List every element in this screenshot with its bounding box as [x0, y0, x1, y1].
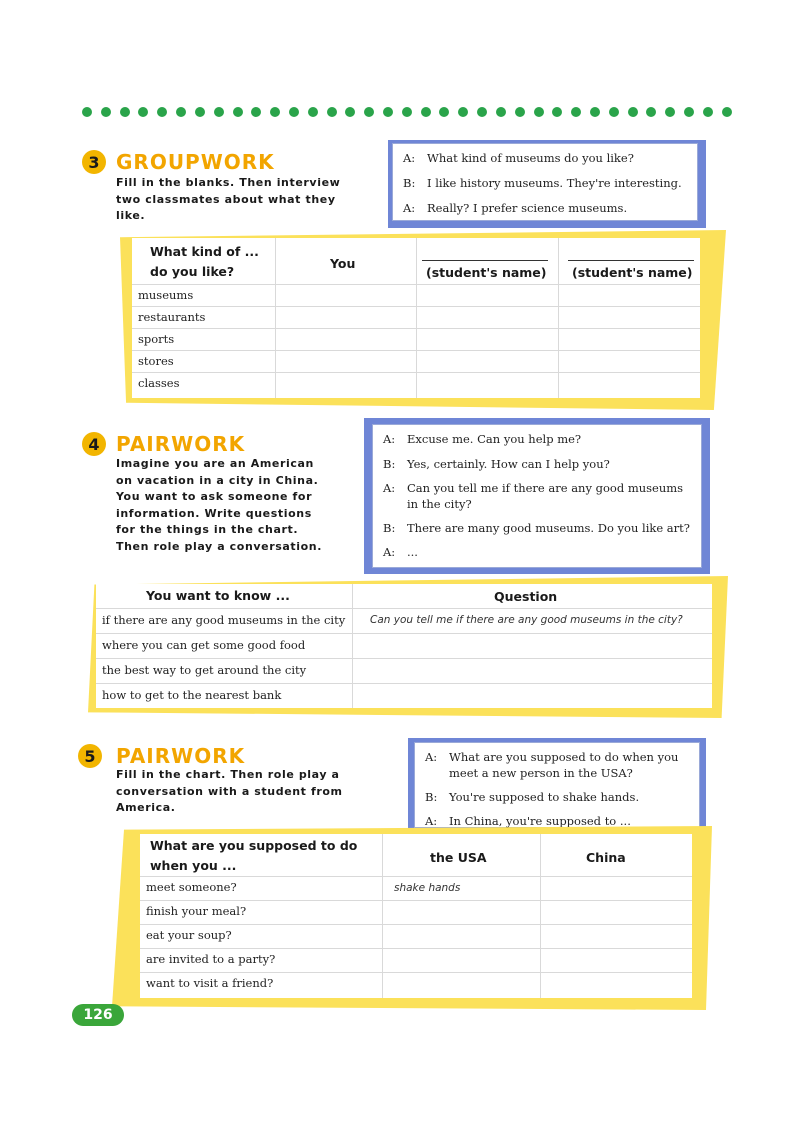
col-divider: [275, 238, 276, 398]
row-label: stores: [138, 354, 174, 368]
col-divider: [558, 238, 559, 398]
decorative-dot: [383, 107, 393, 117]
row-label: sports: [138, 332, 175, 346]
row-divider: [132, 350, 700, 351]
chart-5-header-situation: What are you supposed to do when you ...: [150, 838, 358, 873]
decorative-dot: [609, 107, 619, 117]
row-divider: [140, 948, 692, 949]
decorative-dot: [628, 107, 638, 117]
col-divider: [540, 834, 541, 998]
decorative-dot: [703, 107, 713, 117]
instruction-line: Fill in the blanks. Then interview: [116, 176, 341, 189]
section-3-instructions: [116, 175, 386, 225]
decorative-dot: [590, 107, 600, 117]
decorative-dot: [233, 107, 243, 117]
instruction-line: on vacation in a city in China.: [116, 473, 319, 487]
decorative-dot: [251, 107, 261, 117]
name-blank-line: [422, 260, 548, 261]
chart-4-header-question: Question: [494, 589, 558, 604]
decorative-dot: [308, 107, 318, 117]
row-divider: [132, 372, 700, 373]
instruction-line: You want to ask someone for: [116, 490, 313, 503]
dialog-line: A: What kind of museums do you like?: [403, 151, 634, 165]
row-divider: [132, 284, 700, 285]
decorative-dot: [722, 107, 732, 117]
row-label: want to visit a friend?: [146, 976, 274, 990]
instruction-line: Then role play a conversation.: [116, 539, 323, 553]
instruction-line: information. Write questions: [116, 506, 312, 520]
chart-3: [132, 238, 700, 398]
dialog-5: [414, 742, 700, 828]
decorative-dot: [157, 107, 167, 117]
chart-3-header-topic: What kind of ... do you like?: [150, 244, 259, 279]
decorative-dot: [327, 107, 337, 117]
row-divider: [132, 306, 700, 307]
instruction-line: Fill in the chart. Then role play a: [116, 768, 340, 781]
row-label: how to get to the nearest bank: [102, 688, 282, 702]
chart-5-header-china: China: [586, 850, 626, 865]
col-divider: [416, 238, 417, 398]
chart-4-header-want: You want to know ...: [146, 588, 290, 603]
row-divider: [140, 924, 692, 925]
decorative-dot: [270, 107, 280, 117]
dialog-line: B: I like history museums. They're interesting.: [403, 176, 682, 190]
decorative-dot: [684, 107, 694, 117]
decorative-dot: [214, 107, 224, 117]
section-4-number: 4: [82, 432, 106, 456]
dialog-line: B: You're supposed to shake hands.: [425, 790, 640, 804]
row-label: the best way to get around the city: [102, 663, 307, 677]
section-5-title: PAIRWORK: [116, 744, 246, 768]
dialog-line: B: There are many good museums. Do you like art?: [383, 521, 690, 535]
instruction-line: conversation with a student from: [116, 784, 343, 798]
row-label: if there are any good museums in the city: [102, 613, 346, 627]
chart-5-header-usa: the USA: [430, 850, 487, 865]
decorative-dot: [82, 107, 92, 117]
dialog-line: A: What are you supposed to do when you: [425, 750, 679, 764]
decorative-dot: [439, 107, 449, 117]
row-divider: [96, 658, 712, 659]
decorative-dot: [515, 107, 525, 117]
row-divider: [140, 900, 692, 901]
instruction-line: America.: [116, 801, 176, 814]
decorative-dot: [477, 107, 487, 117]
col-divider: [382, 834, 383, 998]
page-number-badge: 126: [72, 1004, 124, 1026]
answer-text: Can you tell me if there are any good museums in the city?: [370, 614, 683, 626]
dialog-line: A: Really? I prefer science museums.: [403, 201, 628, 215]
decorative-dot: [364, 107, 374, 117]
col-divider: [352, 584, 353, 708]
instruction-line: for the things in the chart.: [116, 523, 299, 536]
chart-3-header-student-2: (student's name): [572, 265, 693, 280]
row-divider: [140, 972, 692, 973]
section-5-instructions: [116, 767, 396, 817]
decorative-dot: [176, 107, 186, 117]
decorative-dot: [195, 107, 205, 117]
dialog-4: [372, 424, 702, 568]
decorative-dot: [421, 107, 431, 117]
decorative-dot: [402, 107, 412, 117]
decorative-dot: [646, 107, 656, 117]
decorative-dot: [534, 107, 544, 117]
dialog-line: A: Can you tell me if there are any good museums: [383, 481, 684, 495]
dialog-line: A: Excuse me. Can you help me?: [383, 432, 582, 446]
dialog-line: A: ...: [383, 545, 418, 559]
decorative-dot: [289, 107, 299, 117]
decorative-dot: [345, 107, 355, 117]
row-label: are invited to a party?: [146, 952, 276, 966]
decorative-dot: [552, 107, 562, 117]
chart-4: [96, 584, 712, 708]
row-divider: [96, 608, 712, 609]
dialog-3: [392, 143, 698, 221]
decorative-dot: [571, 107, 581, 117]
row-divider: [132, 328, 700, 329]
instruction-line: two classmates about what they: [116, 192, 336, 206]
section-4-title: PAIRWORK: [116, 432, 246, 456]
chart-3-header-you: You: [330, 256, 356, 271]
section-5-number: 5: [78, 744, 102, 768]
dialog-line: in the city?: [407, 497, 472, 511]
section-3-title: GROUPWORK: [116, 150, 275, 174]
row-divider: [96, 633, 712, 634]
dialog-line: B: Yes, certainly. How can I help you?: [383, 457, 610, 471]
chart-5: [140, 834, 692, 998]
section-4-instructions: [116, 456, 366, 555]
row-label: museums: [138, 288, 194, 302]
answer-text: shake hands: [394, 882, 461, 894]
dialog-line: meet a new person in the USA?: [449, 766, 633, 780]
row-label: meet someone?: [146, 880, 237, 894]
row-label: restaurants: [138, 310, 206, 324]
decorative-dot: [665, 107, 675, 117]
decorative-dot: [120, 107, 130, 117]
row-label: where you can get some good food: [102, 638, 306, 652]
instruction-line: Imagine you are an American: [116, 457, 314, 470]
row-divider: [140, 876, 692, 877]
decorative-dot: [496, 107, 506, 117]
row-label: classes: [138, 376, 180, 390]
decorative-dot: [101, 107, 111, 117]
chart-3-header-student-1: (student's name): [426, 265, 547, 280]
instruction-line: like.: [116, 209, 146, 222]
dialog-line: A: In China, you're supposed to ...: [425, 814, 631, 828]
decorative-dot: [458, 107, 468, 117]
row-divider: [96, 683, 712, 684]
name-blank-line: [568, 260, 694, 261]
section-3-number: 3: [82, 150, 106, 174]
row-label: eat your soup?: [146, 928, 232, 942]
row-label: finish your meal?: [146, 904, 247, 918]
decorative-dot: [138, 107, 148, 117]
dotted-divider: [82, 104, 732, 120]
